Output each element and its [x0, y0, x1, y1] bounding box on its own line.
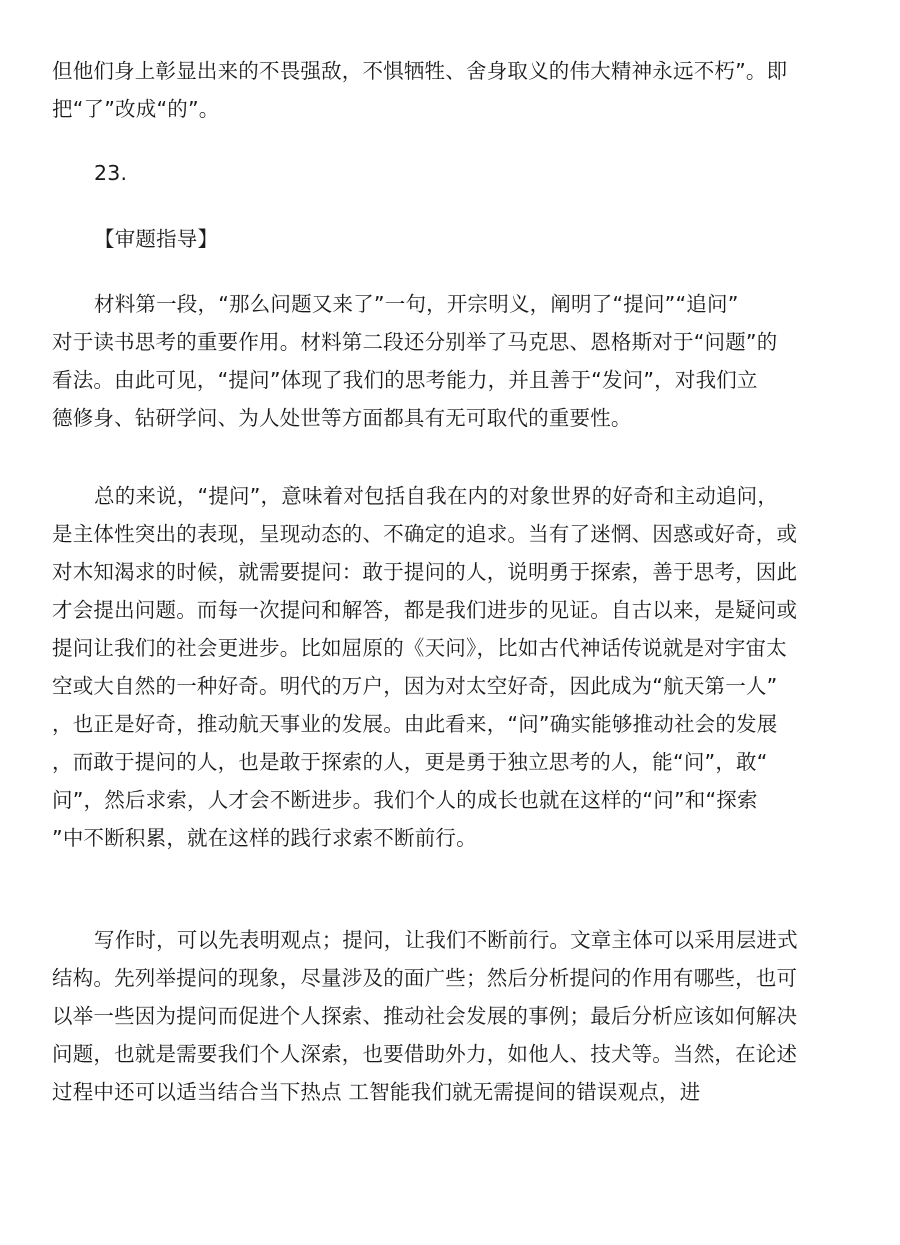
text-line: 以举一些因为提问而促进个人探索、推动社会发展的事例；最后分析应该如何解决 [52, 1004, 798, 1028]
text-line: 看法。由此可见，“提问”体现了我们的思考能力，并且善于“发问”，对我们立 [52, 368, 758, 392]
continuation-paragraph [52, 52, 852, 128]
text-line: 过程中还可以适当结合当下热点 工智能我们就无需提间的错误观点，进 [52, 1080, 701, 1104]
text-line: 是主体性突出的表现，呈现动态的、不确定的追求。当有了迷惘、因惑或好奇，或 [52, 522, 798, 546]
section-heading: 【审题指导】 [94, 227, 219, 251]
text-line: 问”，然后求索，人才会不断进步。我们个人的成长也就在这样的“问”和“探索 [52, 788, 758, 812]
text-line: ，也正是好奇，推动航天事业的发展。由此看来，“问”确实能够推动社会的发展 [52, 712, 778, 736]
text-line: ，而敢于提问的人，也是敢于探索的人，更是勇于独立思考的人，能“问”，敢“ [52, 750, 768, 774]
text-line: 空或大自然的一种好奇。明代的万户，因为对太空好奇，因此成为“航天第一人” [52, 674, 778, 698]
text-line: 写作时，可以先表明观点；提问，让我们不断前行。文章主体可以采用层进式 [94, 928, 798, 952]
question-number: 23. [94, 161, 128, 185]
text-line: 把“了”改成“的”。 [52, 97, 220, 121]
text-line: 才会提出问题。而每一次提问和解答，都是我们进步的见证。自古以来，是疑问或 [52, 598, 798, 622]
text-line: 材料第一段，“那么问题又来了”一句，开宗明义，阐明了“提问”“追问” [94, 292, 739, 316]
body-paragraph-2 [52, 477, 852, 857]
body-paragraph-1 [52, 285, 852, 437]
text-line: 但他们身上彰显出来的不畏强敌，不惧牺牲、舍身取义的伟大精神永远不朽”。即 [52, 59, 788, 83]
body-paragraph-3 [52, 921, 852, 1111]
text-line: 结构。先列举提问的现象，尽量涉及的面广些；然后分析提问的作用有哪些，也可 [52, 966, 798, 990]
text-line: 对木知渴求的时候，就需要提问：敢于提问的人，说明勇于探索，善于思考，因此 [52, 560, 798, 584]
text-line: 问题，也就是需要我们个人深索，也要借助外力，如他人、技犬等。当然，在论述 [52, 1042, 798, 1066]
text-line: ”中不断积累，就在这样的践行求索不断前行。 [52, 826, 477, 850]
text-line: 总的来说，“提问”，意味着对包括自我在内的对象世界的好奇和主动追问， [94, 484, 779, 508]
text-line: 德修身、钻研学问、为人处世等方面都具有无可取代的重要性。 [52, 406, 632, 430]
text-line: 提问让我们的社会更进步。比如屈原的《天问》，比如古代神话传说就是对宇宙太 [52, 636, 787, 660]
text-line: 对于读书思考的重要作用。材料第二段还分别举了马克思、恩格斯对于“问题”的 [52, 330, 778, 354]
